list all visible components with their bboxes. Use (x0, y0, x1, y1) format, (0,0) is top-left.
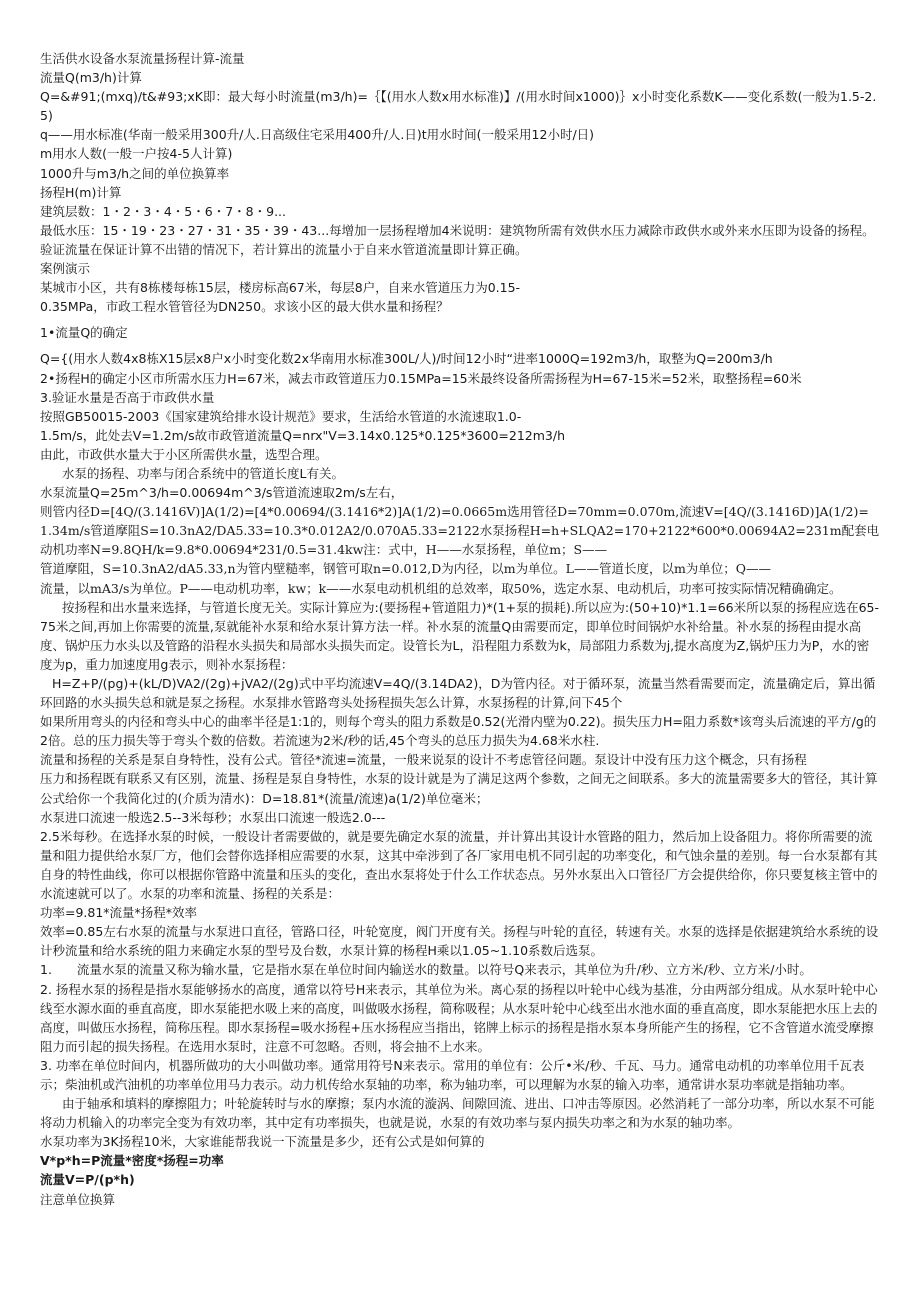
formula: 流量V=P/(p*h) (40, 1172, 135, 1188)
paragraph: 1000升与m3/h之间的单位换算率 (40, 165, 230, 181)
paragraph: 注意单位换算 (40, 1191, 116, 1207)
list-item: 2. 扬程水泵的扬程是指水泵能够扬水的高度，通常以符号H来表示，其单位为米。离心泵的扬程以叶轮中心线为基准，分由两部分组成。从水泵叶轮中心线至水源水面的垂直高度，即水泵能把水吸上来的高度，叫做吸水扬程，简称吸程；从水泵叶轮中心线至出水池水面的垂直高度，即水泵能把水压上去的高度，叫做压水扬程，简称压程。即水泵扬程=吸水扬程+压水扬程应当指出，铭牌上标示的扬程是指水泵本身所能产生的扬程，它不含管道水流受摩擦阻力而引起的损失扬程。在选用水泵时，注意不可忽略。否则，将会抽不上水来。 (40, 981, 878, 1054)
paragraph: 75米之间,再加上你需要的流量,泵就能补水泵和给水泵计算方法一样。补水泵的流量Q由需要而定，即单位时间锅炉水补给量。补水泵的扬程由提水高度、锅炉压力水头以及管路的沿程水头损失和局部水头损失而定。设管长为L，沿程阻力系数为k，局部阻力系数为j,提水高度为Z,锅炉压力为P，水的密度为p，重力加速度用g表示，则补水泵扬程： (40, 618, 870, 672)
paragraph: 水泵的扬程、功率与闭合系统中的管道长度L有关。 (62, 465, 344, 481)
heading-step-1: 1•流量Q的确定 (40, 325, 128, 341)
paragraph: 功率=9.81*流量*扬程*效率 (40, 905, 198, 921)
paragraph: 如果所用弯头的内径和弯头中心的曲率半径是1:1的，则每个弯头的阻力系数是0.52(光滑内壁为0.22)。损失压力H=阻力系数*该弯头后流速的平方/g的2倍。总的压力损失等于弯头个数的倍数。若流速为2米/秒的话,45个弯头的总压力损失为4.68米水柱. (40, 714, 877, 749)
paragraph: 2.5米每秒。在选择水泵的时候，一般设计者需要做的，就是要先确定水泵的流量，并计算出其设计水管路的阻力，然后加上设备阻力。将你所需要的流量和阻力提供给水泵厂方，他们会替你选择相应需要的水泵，这其中牵涉到了各厂家用电机不同引起的功率变化，和气蚀余量的差别。每一台水泵都有其自身的特性曲线，你可以根据你管路中流量和压头的变化，查出水泵将处于什么工作状态点。另外水泵出入口管径厂方会提供给你，你只要复核主管中的水流速就可以了。水泵的功率和流量、扬程的关系是： (40, 828, 878, 902)
paragraph: q——用水标准(华南一般采用300升/人.日高级住宅采用400升/人.日)t用水时间(一般采用12小时/日) (40, 127, 595, 143)
formula: V*p*h=P流量*密度*扬程=功率 (40, 1153, 224, 1169)
heading-case: 案例演示 (40, 261, 91, 277)
paragraph: 最低水压：15・19・23・27・31・35・39・43...每增加一层扬程增加4米说明：建筑物所需有效供水压力减除市政供水或外来水压即为设备的扬程。 (40, 222, 875, 238)
paragraph: Q={(用水人数4x8栋X15层x8户x小时变化数2x华南用水标准300L/人)/时间12小时“进率1000Q=192m3/h，取整为Q=200m3/h (40, 351, 773, 367)
paragraph: 验证流量在保证计算不出错的情况下，若计算出的流量小于自来水管道流量即计算正确。 (40, 241, 528, 257)
heading-flow: 流量Q(m3/h)计算 (40, 70, 142, 86)
paragraph: 流量和扬程的关系是泵自身特性，没有公式。管径*流速=流量，一般来说泵的设计不考虑管径问题。泵设计中没有压力这个概念，只有扬程 (40, 752, 807, 768)
paragraph: 某城市小区，共有8栋楼每栋15层，楼房标高67米，每层8户，自来水管道压力为0.15- (40, 280, 521, 296)
paragraph: 建筑层数：1・2・3・4・5・6・7・8・9... (40, 203, 286, 219)
paragraph: Q=&#91;(mxq)/t&#93;xK即：最大每小时流量(m3/h)=｛【(用水人数x用水标准)】/(用水时间x1000)｝x小时变化系数K——变化系数(一般为1.5-2.5) (40, 89, 877, 124)
paragraph: 0.35MPa，市政工程水管管径为DN250。求该小区的最大供水量和扬程？ (40, 299, 449, 315)
paragraph: H=Z+P/(pg)+(kL/D)VA2/(2g)+jVA2/(2g)式中平均流速V=4Q/(3.14DA2)，D为管内径。对于循环泵，流量当然看需要而定，流量确定后，算出循环回路的水头损失总和就是泵之扬程。水泵排水管路弯头处扬程损失怎么计算，水泵扬程的计算,问下45个 (40, 676, 876, 711)
paragraph: m用水人数(一般一户按4-5人计算) (40, 146, 233, 162)
paragraph: 水泵流量Q=25m^3/h=0.00694m^3/s管道流速取2m/s左右， (40, 485, 404, 501)
heading-step-3: 3.验证水量是否高于市政供水量 (40, 389, 215, 405)
paragraph: 按照GB50015-2003《国家建筑给排水设计规范》要求，生活给水管道的水流速取1.0- (40, 408, 522, 424)
paragraph: 水泵功率为3K扬程10米，大家谁能帮我说一下流量是多少，还有公式是如何算的 (40, 1134, 485, 1150)
paragraph: 由此，市政供水量大于小区所需供水量，选型合理。 (40, 446, 328, 462)
document-page (40, 49, 880, 1209)
paragraph: 压力和扬程既有联系又有区别，流量、扬程是泵自身特性，水泵的设计就是为了满足这两个参数，之间无之间联系。多大的流量需要多大的管径，其计算公式给你一个我简化过的(介质为清水)：D=18.81*(流量/流速)a(1/2)单位毫米； (40, 771, 878, 806)
paragraph: 由于轴承和填料的摩擦阻力；叶轮旋转时与水的摩擦；泵内水流的漩涡、间隙回流、进出、口冲击等原因。必然消耗了一部分功率，所以水泵不可能将动力机输入的功率完全变为有效功率，其中定有功率损失，也就是说，水泵的有效功率与泵内损失功率之和为水泵的轴功率。 (40, 1096, 875, 1131)
list-item: 1. 流量水泵的流量又称为输水量，它是指水泵在单位时间内输送水的数量。以符号Q来表示，其单位为升/秒、立方米/秒、立方米/小时。 (40, 962, 812, 978)
paragraph: 2•扬程H的确定小区市所需水压力H=67米，减去市政管道压力0.15MPa=15米最终设备所需扬程为H=67-15米=52米，取整扬程=60米 (40, 370, 802, 386)
heading-head: 扬程H(m)计算 (40, 184, 122, 200)
paragraph: 管道摩阻，S=10.3nA2/dA5.33,n为管内壁糙率，钢管可取n=0.012,D为内径，以m为单位。L——管道长度，以m为单位；Q—— (40, 561, 772, 577)
paragraph: 水泵进口流速一般选2.5--3米每秒；水泵出口流速一般选2.0--- (40, 809, 386, 825)
paragraph: 则管内径D=[4Q/(3.1416V)]A(1/2)=[4*0.00694/(3.1416*2)]A(1/2)=0.0665m选用管径D=70mm=0.070m,流速V=[4Q/(3.1416D)]A(1/2)=1.34m/s管道摩阻S=10.3nA2/DA5.33=10.3*0.012A2/0.070A5.33=2122水泵扬程H=h+SLQA2=170+2122*600*0.00694A2=231m配套电动机功率N=9.8QH/k=9.8*0.00694*231/0.5=31.4kw注：式中，H——水泵扬程，单位m；S—— (40, 504, 880, 558)
doc-title: 生活供水设备水泵流量扬程计算-流量 (40, 51, 245, 66)
paragraph: 1.5m/s，此处去V=1.2m/s故市政管道流量Q=nrx"V=3.14x0.125*0.125*3600=212m3/h (40, 427, 566, 443)
paragraph: 流量，以mA3/s为单位。P——电动机功率，kw；k——水泵电动机机组的总效率，取50%，选定水泵、电动机后，功率可按实际情况精确确定。 (40, 580, 842, 596)
list-item: 3. 功率在单位时间内，机器所做功的大小叫做功率。通常用符号N来表示。常用的单位有：公斤•米/秒、千瓦、马力。通常电动机的功率单位用千瓦表示；柴油机或汽油机的功率单位用马力表示。动力机传给水泵轴的功率，称为轴功率，可以理解为水泵的输入功率，通常讲水泵功率就是指轴功率。 (40, 1057, 865, 1092)
paragraph: 效率=0.85左右水泵的流量与水泵进口直径，管路口径，叶轮宽度，阀门开度有关。扬程与叶轮的直径，转速有关。水泵的选择是依据建筑给水系统的设计秒流量和给水系统的阻力来确定水泵的型号及台数，水泵计算的杨程H乘以1.05~1.10系数后选泵。 (40, 924, 879, 959)
paragraph: 按扬程和出水量来选择，与管道长度无关。实际计算应为:(要扬程+管道阻力)*(1+泵的损耗).所以应为:(50+10)*1.1=66米所以泵的扬程应选在65- (62, 599, 880, 615)
